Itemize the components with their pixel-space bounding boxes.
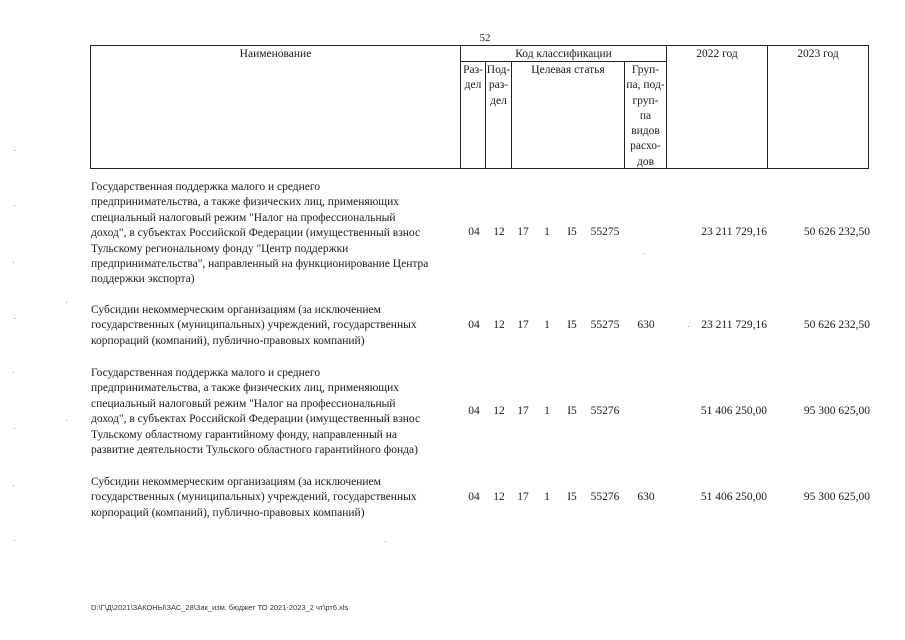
row-2-target-project: I5 xyxy=(567,319,577,331)
row-3-section: 04 xyxy=(468,405,480,417)
header-classification: Код классификации xyxy=(515,48,612,60)
row-2-amount-2022: 23 211 729,16 xyxy=(701,319,767,331)
row-1-target-project: I5 xyxy=(567,226,577,238)
row-1-section: 04 xyxy=(468,226,480,238)
row-1-target-direction: 55275 xyxy=(590,226,620,238)
file-path-footer: D:\Г\Д\2021\ЗАКОНЫ\ЗАС_28\Зак_изм. бюджет ТО 2021-2023_2 чт\рт6.xls xyxy=(91,603,349,612)
row-4-target-program: 17 xyxy=(517,491,529,503)
header-year-2022: 2022 год xyxy=(696,48,738,60)
row-4-expense-type: 630 xyxy=(637,491,655,503)
header-target-article: Целевая статья xyxy=(531,64,605,76)
row-4-amount-2022: 51 406 250,00 xyxy=(700,491,767,503)
row-1-amount-2023: 50 626 232,50 xyxy=(803,226,870,238)
row-3-subsection: 12 xyxy=(493,405,505,417)
row-1-subsection: 12 xyxy=(493,226,505,238)
row-2-amount-2023: 50 626 232,50 xyxy=(803,319,870,331)
row-3-target-project: I5 xyxy=(567,405,577,417)
header-name: Наименование xyxy=(239,48,312,60)
header-expense-group: Груп- па, под- груп- па видов расхо- дов xyxy=(626,64,665,168)
row-4-name: Субсидии некоммерческим организациям (за исключением государственных (муниципальных) учреждений, государственных корпораций (компаний), публично-правовых компаний) xyxy=(91,476,417,519)
header-year-2023: 2023 год xyxy=(797,48,839,60)
row-4-target-project: I5 xyxy=(567,491,577,503)
row-2-target-program: 17 xyxy=(517,319,529,331)
header-subsection: Под- раз- дел xyxy=(486,64,511,107)
row-2-name: Субсидии некоммерческим организациям (за исключением государственных (муниципальных) учреждений, государственных корпораций (компаний), публично-правовых компаний) xyxy=(91,304,417,347)
row-4-section: 04 xyxy=(468,491,480,503)
row-4-target-direction: 55276 xyxy=(590,491,620,503)
row-3-target-subprogram: 1 xyxy=(544,405,550,417)
row-1-target-program: 17 xyxy=(517,226,529,238)
row-3-amount-2022: 51 406 250,00 xyxy=(700,405,767,417)
row-2-expense-type: 630 xyxy=(637,319,655,331)
row-4-subsection: 12 xyxy=(493,491,505,503)
header-section: Раз- дел xyxy=(463,64,483,92)
row-1-target-subprogram: 1 xyxy=(544,226,550,238)
row-2-subsection: 12 xyxy=(493,319,505,331)
row-4-target-subprogram: 1 xyxy=(544,491,550,503)
row-2-section: 04 xyxy=(468,319,480,331)
row-3-name: Государственная поддержка малого и среднего предпринимательства, а также физических лиц, применяющих специальный налоговый режим "Налог на профессиональный доход", в субъектах Российской Федерации (имущественный взнос Тульскому областному гарантийному фонду, направленный на развитие деятельности Тульского областного гарантийного фонда) xyxy=(91,367,421,457)
row-4-amount-2023: 95 300 625,00 xyxy=(803,491,870,503)
row-2-target-subprogram: 1 xyxy=(544,319,550,331)
row-3-target-direction: 55276 xyxy=(590,405,620,417)
row-3-amount-2023: 95 300 625,00 xyxy=(803,405,870,417)
row-3-target-program: 17 xyxy=(517,405,529,417)
row-1-name: Государственная поддержка малого и среднего предпринимательства, а также физических лиц, применяющих специальный налоговый режим "Налог на профессиональный доход", в субъектах Российской Федерации (имущественный взнос Тульскому региональному фонду "Центр поддержки предпринимательства", направленный на функционирование Центра поддержки экспорта) xyxy=(91,181,429,286)
page-number: 52 xyxy=(479,32,491,44)
row-1-amount-2022: 23 211 729,16 xyxy=(701,226,767,238)
row-2-target-direction: 55275 xyxy=(590,319,620,331)
